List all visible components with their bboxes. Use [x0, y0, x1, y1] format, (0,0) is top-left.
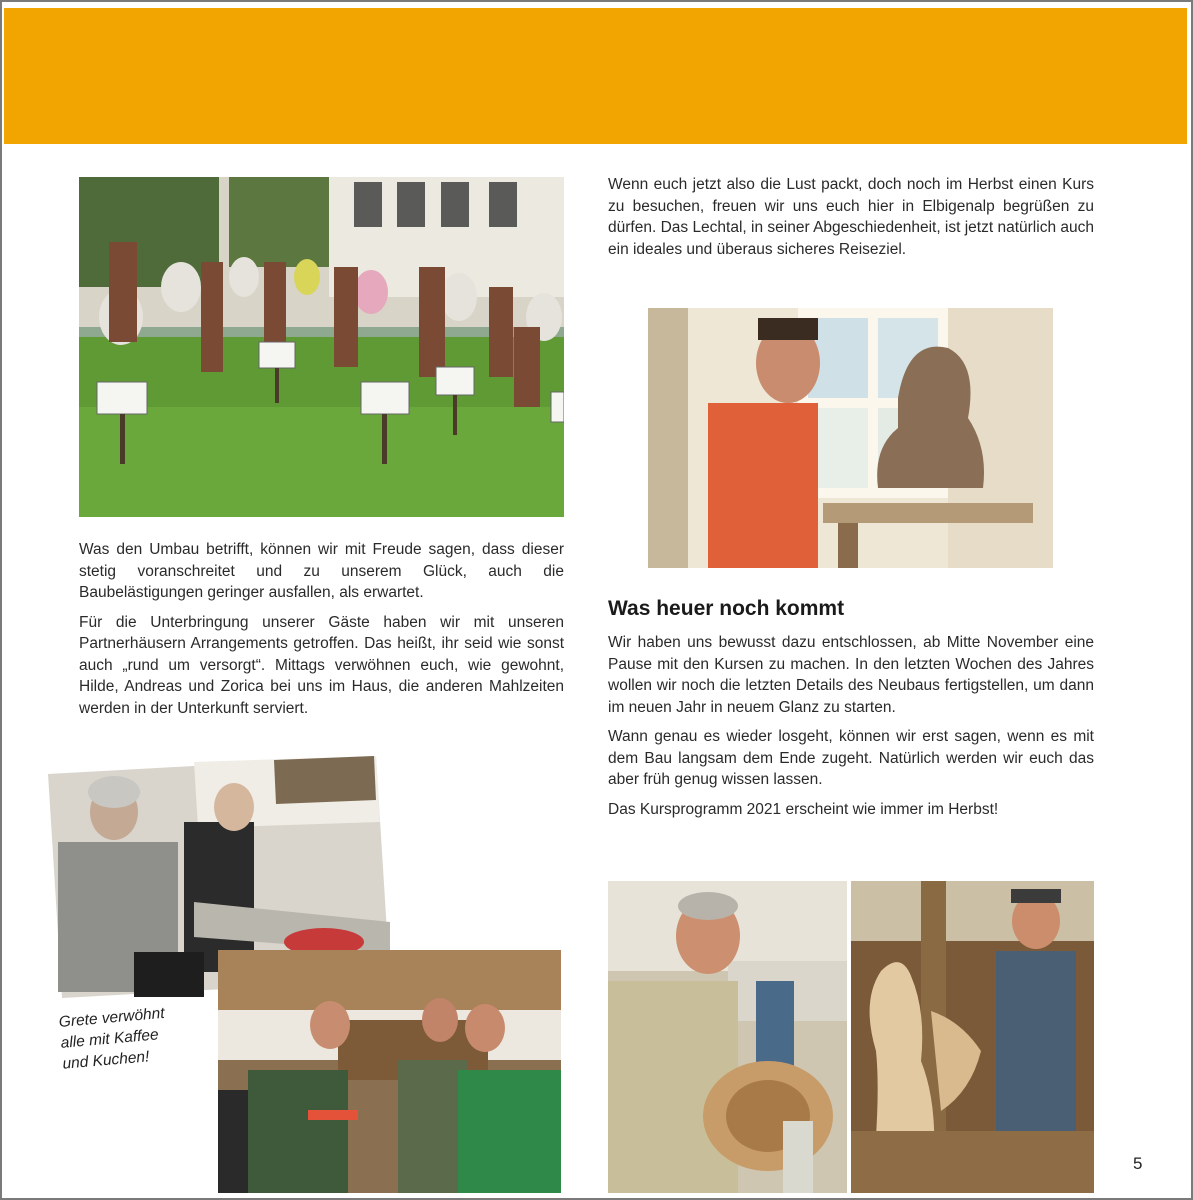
- caption-line: Grete verwöhnt: [58, 1004, 166, 1031]
- caption-line: und Kuchen!: [61, 1048, 151, 1073]
- text-column-right-top: [608, 174, 1094, 268]
- page-number: 5: [1133, 1154, 1143, 1173]
- text-column-left: [79, 539, 564, 727]
- header-band: [4, 8, 1187, 144]
- photo-caption: [58, 1003, 169, 1075]
- text-column-right-bottom: [608, 632, 1094, 828]
- paragraph: Für die Unterbringung unserer Gäste haben wir mit unseren Partnerhäusern Arrangements getroffen. Das heißt, ihr seid wie sonst auch „rund um versorgt“. Mittags verwöhnen euch, wie gewohnt, Hilde, Andreas und Zorica bei uns im Haus, die anderen Mahlzeiten werden in der Unterkunft serviert.: [79, 613, 564, 717]
- paragraph: Was den Umbau betrifft, können wir mit Freude sagen, dass dieser stetig voranschreitet und zu unserem Glück, auch die Baubelästigungen geringer ausfallen, als erwartet.: [79, 541, 564, 601]
- paragraph: Wenn euch jetzt also die Lust packt, doch noch im Herbst einen Kurs zu besuchen, freuen wir uns euch hier in Elbigenalp begrüßen zu dürfen. Das Lechtal, in seiner Abgeschiedenheit, ist jetzt natürlich auch ein ideales und überaus sicheres Reiseziel.: [608, 176, 1094, 258]
- photo-group-busts: [79, 177, 564, 517]
- section-heading: Was heuer noch kommt: [608, 597, 845, 620]
- paragraph: Wir haben uns bewusst dazu entschlossen, ab Mitte November eine Pause mit den Kursen zu machen. In den letzten Wochen des Jahres wollen wir noch die letzten Details des Neubaus fertigstellen, um dann im neuen Jahr in neuem Glanz zu starten.: [608, 634, 1094, 716]
- caption-line: alle mit Kaffee: [60, 1026, 160, 1052]
- photo-workshop-break: [218, 950, 561, 1193]
- photo-bowl-carver: [608, 881, 847, 1193]
- paragraph: Wann genau es wieder losgeht, können wir erst sagen, wenn es mit dem Bau langsam dem Ende zugeht. Natürlich werden wir euch das aber früh genug wissen lassen.: [608, 728, 1094, 788]
- photo-wood-figure: [851, 881, 1094, 1193]
- paragraph: Das Kursprogramm 2021 erscheint wie immer im Herbst!: [608, 800, 999, 818]
- photo-clay-sculptor: [648, 308, 1053, 568]
